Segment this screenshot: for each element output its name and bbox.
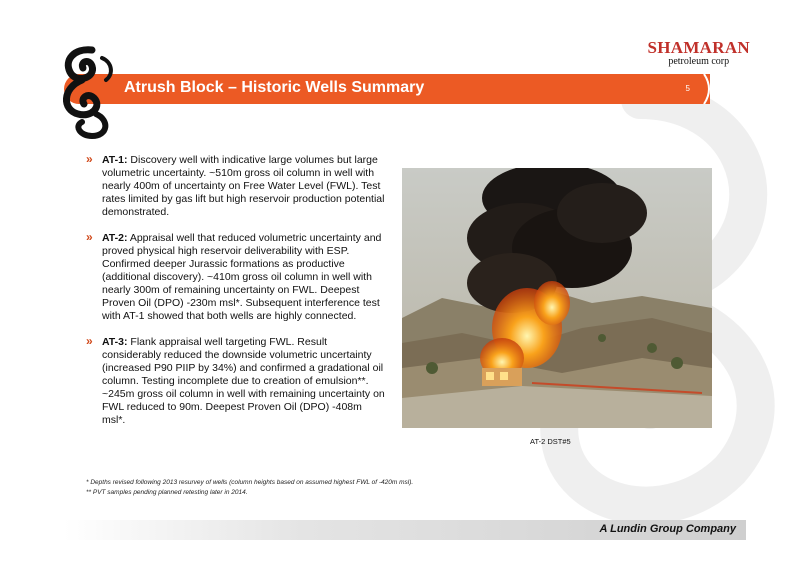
bullet-label: AT-1: xyxy=(102,154,128,166)
shamaran-swirl-logo-icon xyxy=(52,44,124,139)
footnotes xyxy=(86,478,413,498)
bullet-label: AT-2: xyxy=(102,232,128,244)
well-test-fire-photo xyxy=(402,168,712,428)
bullet-text: Discovery well with indicative large volumes but large volumetric uncertainty. ~510m gross oil column in well with nearly 400m of uncertainty on Free Water Level (FWL). Test rates limited by gas lift but high reservoir production potential demonstrated. xyxy=(102,154,385,218)
page-title: Atrush Block – Historic Wells Summary xyxy=(124,79,425,96)
brand-name: SHAMARAN xyxy=(647,38,750,57)
list-item xyxy=(86,154,386,219)
footnote: ** PVT samples pending planned retesting later in 2014. xyxy=(86,489,248,496)
bullet-chevron-icon: » xyxy=(86,230,93,244)
title-bar xyxy=(64,74,710,104)
bullet-text: Appraisal well that reduced volumetric uncertainty and proved physical high reservoir deliverability with ESP. Confirmed deeper Jurassic formations as productive (additional discovery). ~410m gross oil column in well with nearly 300m of remaining uncertainty on FWL. Deepest Proven Oil (DPO) -230m msl*. Subsequent interference test with AT-1 showed that both wells are highly connected. xyxy=(102,232,382,322)
footnote: * Depths revised following 2013 resurvey of wells (column heights based on assumed highest FWL of -420m msl). xyxy=(86,479,414,486)
brand-logo xyxy=(647,38,750,67)
brand-subtitle: petroleum corp xyxy=(668,56,730,67)
list-item xyxy=(86,336,386,427)
footer-bar xyxy=(64,520,746,540)
photo-caption: AT-2 DST#5 xyxy=(530,437,571,446)
footer-company: A Lundin Group Company xyxy=(599,523,736,535)
title-bar-end-arc xyxy=(702,74,714,104)
bullet-chevron-icon: » xyxy=(86,152,93,166)
list-item xyxy=(86,232,386,323)
bullet-chevron-icon: » xyxy=(86,334,93,348)
well-summary-list xyxy=(86,154,386,440)
page-number: 5 xyxy=(685,84,690,93)
bullet-text: Flank appraisal well targeting FWL. Result considerably reduced the downside volumetric uncertainty (increased P90 PIIP by 34%) and confirmed a gradational oil column. Testing incomplete due to creation of emulsion**. ~245m gross oil column in well with remaining uncertainty on FWL reduced to 90m. Deepest Proven Oil (DPO) -408m msl*. xyxy=(102,336,385,426)
bullet-label: AT-3: xyxy=(102,336,128,348)
